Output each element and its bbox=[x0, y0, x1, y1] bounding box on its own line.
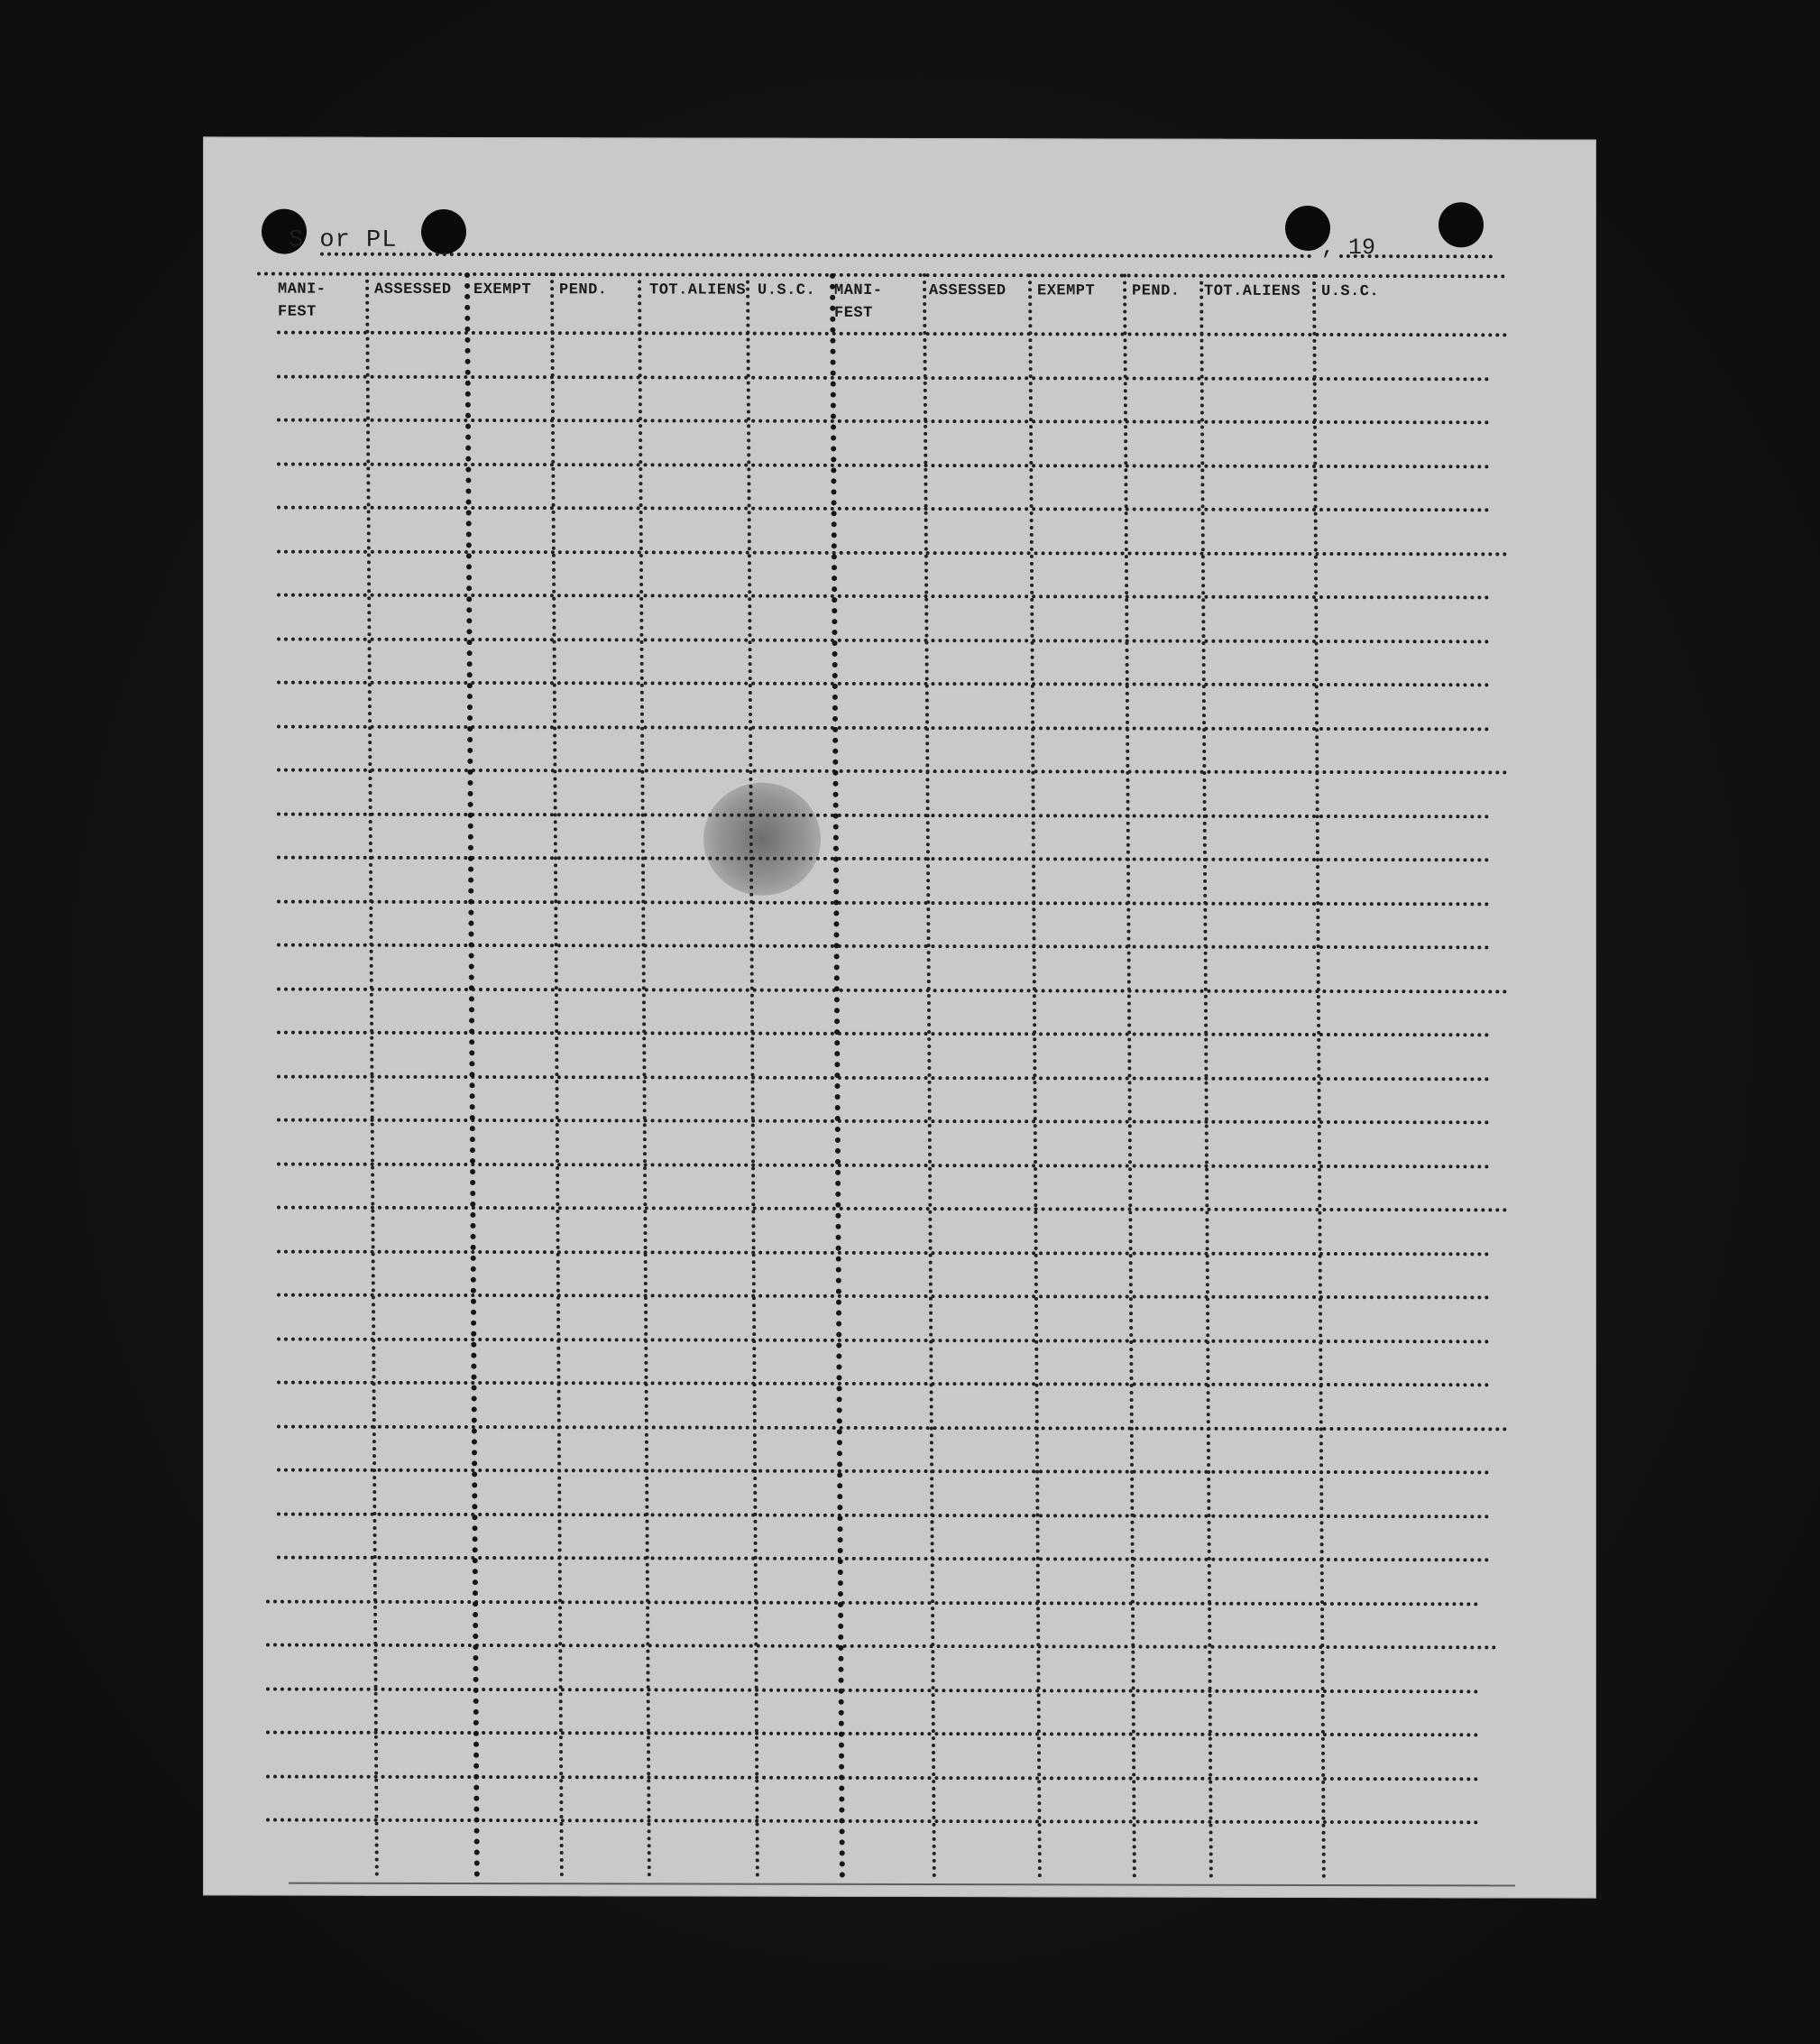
ledger-row-rule bbox=[266, 1818, 1479, 1825]
heading-dotted-line-right bbox=[1339, 254, 1493, 258]
column-header-10 bbox=[1132, 283, 1181, 300]
ledger-row-rule bbox=[277, 419, 1490, 425]
year-heading: , 19 bbox=[1321, 234, 1376, 262]
ledger-row-rule bbox=[277, 1031, 1490, 1037]
column-header-label: TOT.ALIENS bbox=[1204, 282, 1301, 300]
header-top-rule bbox=[257, 272, 1506, 279]
column-header-6 bbox=[758, 282, 815, 299]
column-header-11 bbox=[1204, 283, 1301, 300]
column-header-label: EXEMPT bbox=[473, 281, 532, 299]
ledger-row-rule bbox=[277, 900, 1490, 907]
column-header-label: ASSESSED bbox=[929, 282, 1007, 300]
ledger-row-rule bbox=[277, 1381, 1490, 1387]
ledger-row-rule bbox=[277, 988, 1508, 994]
ledger-row-rule bbox=[277, 769, 1508, 775]
ledger-row-rule bbox=[277, 1119, 1490, 1125]
ledger-row-rule bbox=[277, 1469, 1490, 1475]
column-header-1 bbox=[278, 281, 326, 321]
column-header-2 bbox=[374, 281, 452, 299]
column-header-4 bbox=[559, 281, 608, 299]
ink-stain bbox=[703, 783, 821, 896]
ledger-row-rule bbox=[266, 1600, 1479, 1607]
ledger-row-rule bbox=[277, 1425, 1508, 1432]
column-header-7 bbox=[834, 282, 883, 322]
ledger-row-rule bbox=[266, 1643, 1497, 1650]
column-header-label: EXEMPT bbox=[1037, 282, 1096, 300]
ledger-row-rule bbox=[277, 1075, 1490, 1082]
column-header-label: MANI- bbox=[278, 281, 326, 299]
ledger-row-rule bbox=[277, 638, 1490, 644]
column-header-label: U.S.C. bbox=[1321, 282, 1380, 301]
ledger-row-rule bbox=[277, 944, 1490, 950]
column-header-label: PEND. bbox=[559, 281, 608, 299]
ledger-row-rule bbox=[266, 1731, 1479, 1737]
ledger-row-rule bbox=[277, 725, 1490, 732]
ledger-row-rule bbox=[277, 1294, 1490, 1300]
ledger-row-rule bbox=[277, 463, 1490, 469]
ledger-row-rule bbox=[277, 594, 1490, 600]
manifest-form-sheet bbox=[203, 136, 1596, 1898]
ledger-row-rule bbox=[277, 1513, 1490, 1519]
column-header-label-line2: FEST bbox=[278, 303, 317, 321]
ledger-row-rule bbox=[277, 1250, 1490, 1257]
column-header-3 bbox=[473, 281, 531, 299]
column-header-label: MANI- bbox=[834, 281, 883, 299]
ledger-row-rule bbox=[277, 331, 1508, 337]
binder-hole-2 bbox=[421, 209, 466, 254]
column-header-label: PEND. bbox=[1132, 282, 1181, 300]
heading-dotted-line bbox=[320, 253, 1312, 258]
ledger-grid bbox=[203, 136, 1596, 139]
ledger-row-rule bbox=[277, 550, 1508, 557]
ledger-row-rule bbox=[277, 506, 1490, 512]
ledger-row-rule bbox=[277, 681, 1490, 687]
column-header-8 bbox=[929, 282, 1007, 299]
column-header-5 bbox=[649, 281, 746, 299]
ledger-row-rule bbox=[277, 1556, 1490, 1562]
ledger-row-rule bbox=[277, 1338, 1490, 1344]
column-header-9 bbox=[1037, 282, 1095, 299]
ledger-row-rule bbox=[266, 1775, 1479, 1782]
ledger-row-rule bbox=[277, 813, 1490, 819]
column-header-label: U.S.C. bbox=[758, 281, 816, 299]
ledger-row-rule bbox=[277, 1163, 1490, 1169]
ledger-row-rule bbox=[266, 1688, 1479, 1694]
port-heading: S or PL bbox=[289, 226, 398, 254]
ledger-row-rule bbox=[277, 856, 1490, 862]
ledger-row-rule bbox=[277, 375, 1490, 382]
column-header-12 bbox=[1321, 283, 1379, 300]
bottom-edge-scuff bbox=[289, 1883, 1515, 1887]
column-header-label: ASSESSED bbox=[374, 281, 452, 299]
column-header-label: TOT.ALIENS bbox=[649, 281, 747, 299]
column-header-label-line2: FEST bbox=[834, 304, 873, 322]
ledger-row-rule bbox=[277, 1206, 1508, 1212]
binder-hole-4 bbox=[1439, 202, 1484, 247]
